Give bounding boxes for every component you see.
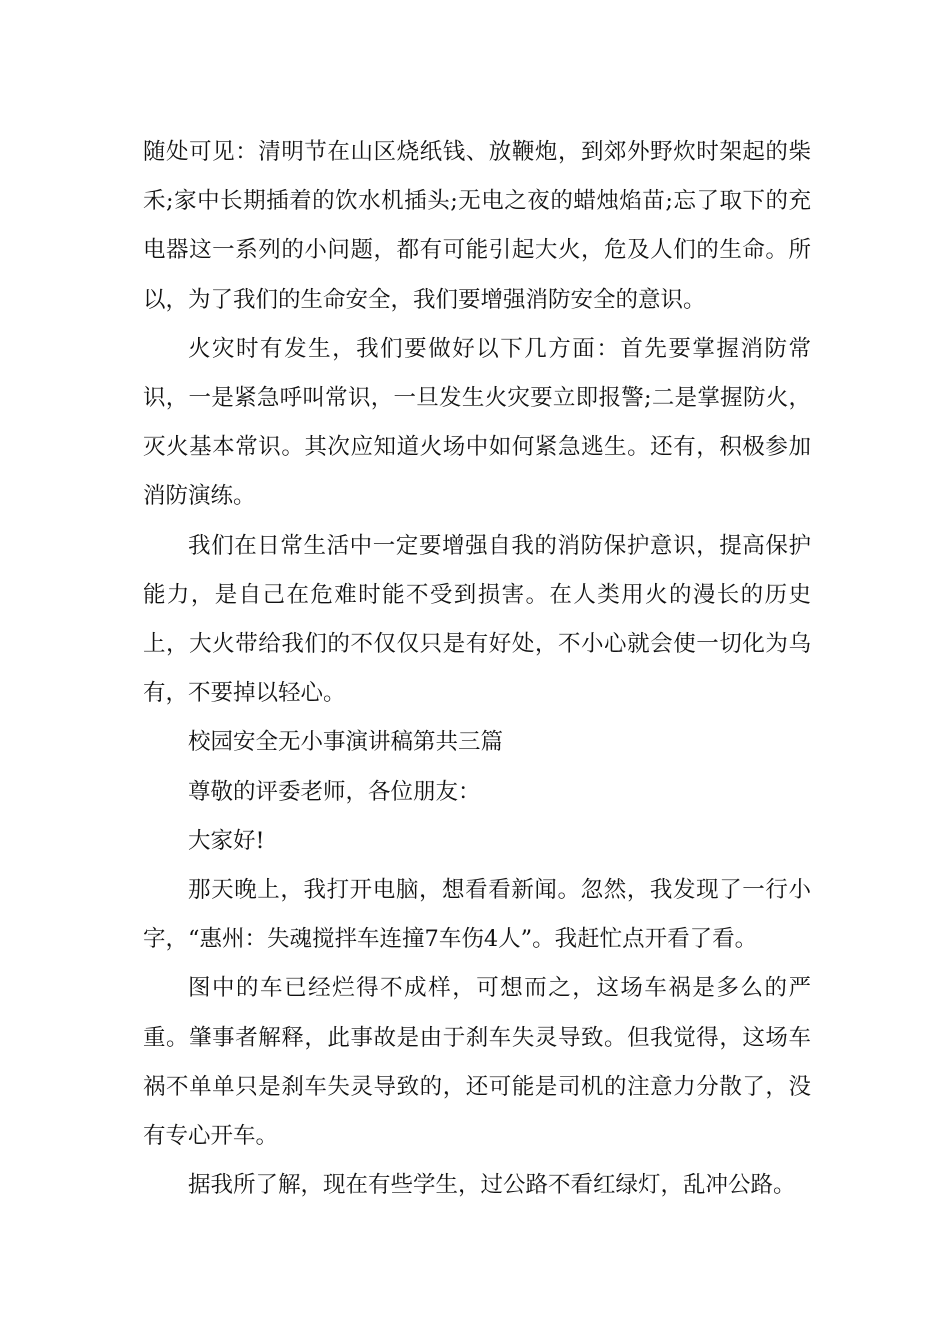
- paragraph-3: 我们在日常生活中一定要增强自我的消防保护意识，提高保护能力，是自己在危难时能不受到损害。在人类用火的漫长的历史上，大火带给我们的不仅仅只是有好处，不小心就会使一切化为乌有，不要掉以轻心。: [143, 532, 811, 707]
- greeting: 大家好!: [188, 827, 265, 854]
- paragraph-9: 据我所了解，现在有些学生，过公路不看红绿灯，乱冲公路。: [188, 1172, 796, 1199]
- paragraph-1: 随处可见：清明节在山区烧纸钱、放鞭炮，到郊外野炊时架起的柴禾;家中长期插着的饮水机插头;无电之夜的蜡烛焰苗;忘了取下的充电器这一系列的小问题，都有可能引起大火，危及人们的生命。所以，为了我们的生命安全，我们要增强消防安全的意识。: [143, 139, 811, 313]
- paragraph-7: 那天晚上，我打开电脑，想看看新闻。忽然，我发现了一行小字，“惠州：失魂搅拌车连撞7车伤4人”。我赶忙点开看了看。: [143, 877, 811, 953]
- salutation: 尊敬的评委老师，各位朋友：: [188, 778, 481, 805]
- paragraph-8: 图中的车已经烂得不成样，可想而之，这场车祸是多么的严重。肇事者解释，此事故是由于刹车失灵导致。但我觉得，这场车祸不单单只是刹车失灵导致的，还可能是司机的注意力分散了，没有专心开车。: [143, 975, 811, 1150]
- section-title: 校园安全无小事演讲稿第共三篇: [188, 729, 504, 756]
- paragraph-2: 火灾时有发生，我们要做好以下几方面：首先要掌握消防常识，一是紧急呼叫常识，一旦发生火灾要立即报警;二是掌握防火，灭火基本常识。其次应知道火场中如何紧急逃生。还有，积极参加消防演练。: [143, 335, 811, 510]
- document-body: [143, 128, 811, 1210]
